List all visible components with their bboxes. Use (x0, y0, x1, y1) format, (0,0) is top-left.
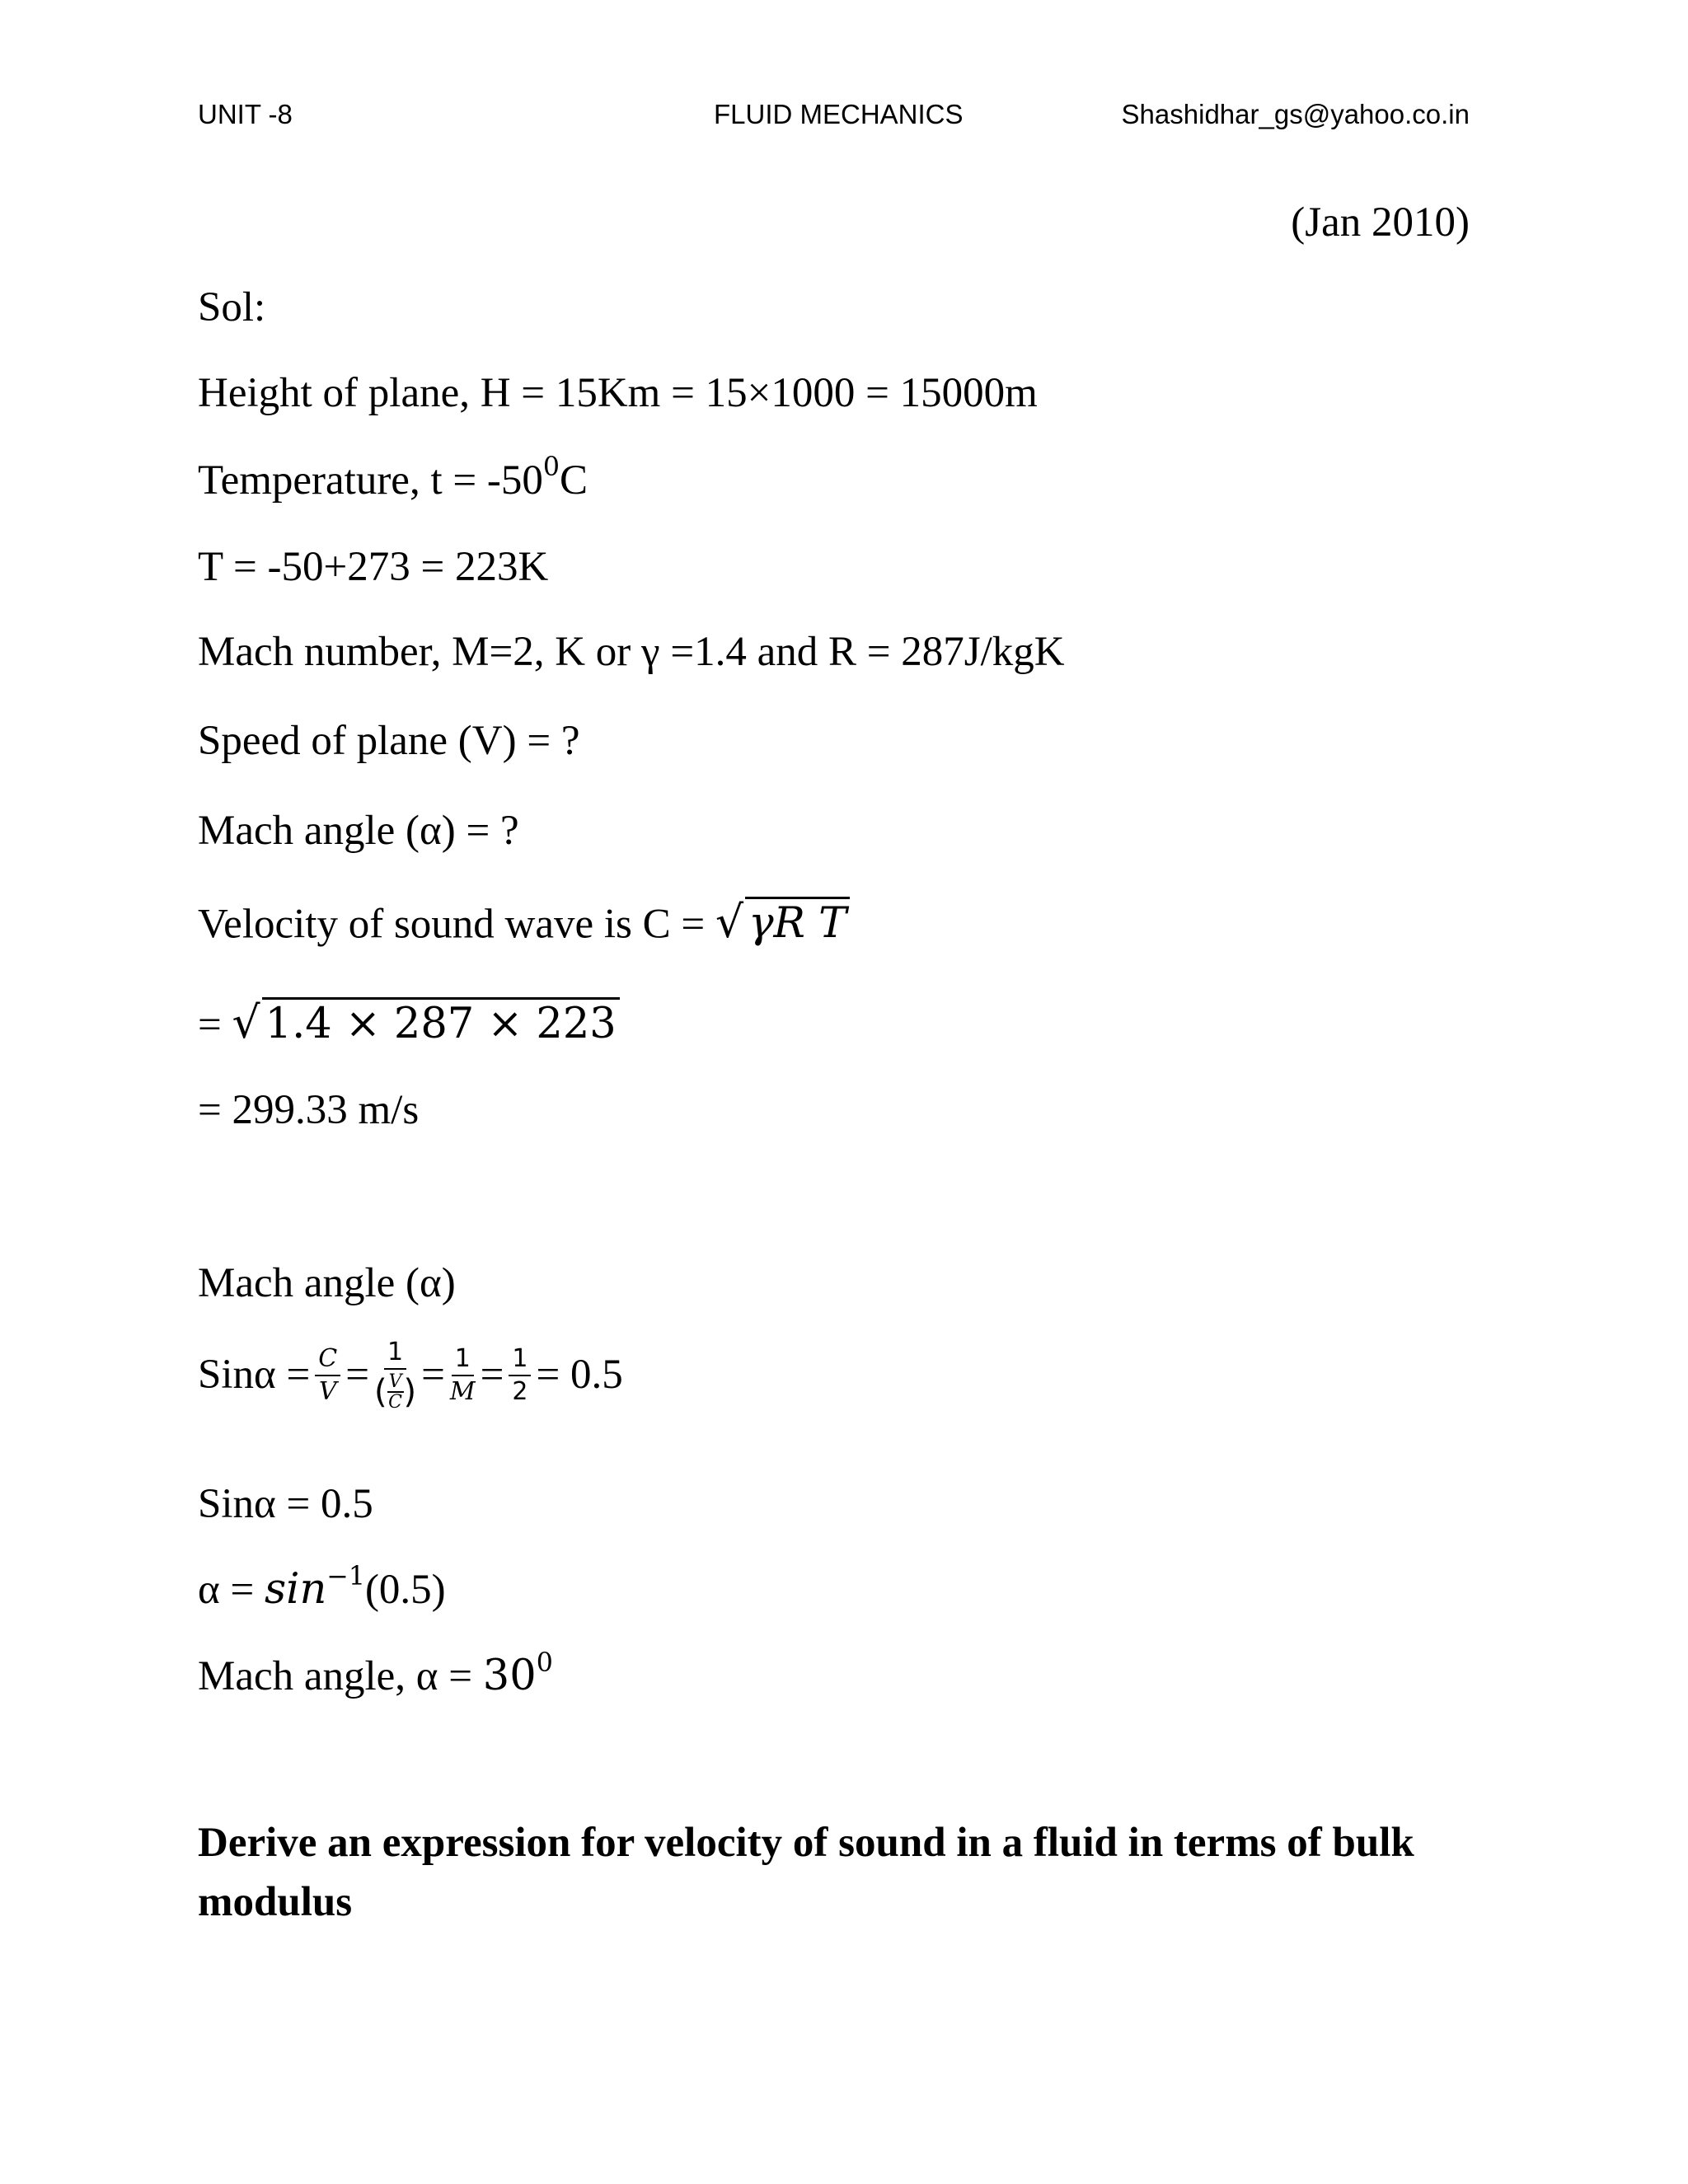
sin-prefix: Sinα = (198, 1352, 311, 1399)
fraction-denominator: 2 (512, 1376, 528, 1406)
alpha-arg: (0.5) (364, 1567, 446, 1613)
fraction-denominator: V (318, 1376, 337, 1406)
equals-sign: = (345, 1352, 369, 1399)
velocity-radicand: γR T (745, 897, 850, 944)
temperature-text: Temperature, t = -50 (198, 457, 543, 504)
inner-numerator: V (388, 1371, 402, 1392)
velocity-text: Velocity of sound wave is C = (198, 901, 715, 948)
final-degree: 0 (536, 1647, 553, 1678)
mach-number-line: Mach number, M=2, K or γ =1.4 and R = 287J/kgK (198, 629, 1065, 675)
mach-angle-heading: Mach angle (α) (198, 1260, 456, 1306)
fraction-one-over-two (509, 1346, 531, 1404)
inner-denominator: C (388, 1391, 402, 1413)
sqrt-symbol: √ γR T (715, 897, 850, 944)
final-value: 30 (482, 1652, 537, 1700)
angle-question: Mach angle (α) = ? (198, 808, 519, 854)
sol-label: Sol: (198, 284, 266, 330)
velocity-result: = 299.33 m/s (198, 1087, 420, 1133)
temperature-degree: 0 (542, 452, 560, 482)
header-subject: FLUID MECHANICS (714, 99, 964, 129)
fraction-c-over-v (315, 1346, 340, 1404)
calc-radicand: 1.4 × 287 × 223 (262, 997, 620, 1045)
header-unit: UNIT -8 (198, 99, 293, 129)
question-heading: Derive an expression for velocity of sound in a fluid in terms of bulk modulus (198, 1820, 1414, 1925)
velocity-calc (198, 996, 620, 1049)
header-email: Shashidhar_gs@yahoo.co.in (1121, 99, 1470, 129)
alpha-prefix: α = (198, 1567, 265, 1613)
equals-sign: = (421, 1352, 445, 1399)
exam-date: (Jan 2010) (1291, 199, 1470, 246)
speed-question: Speed of plane (V) = ? (198, 718, 580, 764)
sine-value: Sinα = 0.5 (198, 1481, 373, 1527)
alpha-line (198, 1561, 446, 1614)
velocity-formula (198, 896, 850, 949)
sine-equation (198, 1339, 623, 1412)
temperature-unit: C (559, 457, 588, 504)
fraction-one-over-v-c (374, 1339, 416, 1412)
equals-sign: = (480, 1352, 504, 1399)
fraction-numerator: C (315, 1346, 340, 1376)
final-angle (198, 1647, 553, 1700)
temperature-line (198, 452, 588, 504)
kelvin-line: T = -50+273 = 223K (198, 544, 549, 590)
sin-result: = 0.5 (536, 1352, 623, 1399)
fraction-numerator: 1 (384, 1339, 406, 1370)
fraction-numerator: 1 (509, 1346, 531, 1376)
fraction-denominator: ( $\frac{V}{C}$ ) (374, 1371, 417, 1413)
final-prefix: Mach angle, α = (198, 1653, 483, 1699)
fraction-one-over-m (450, 1346, 476, 1404)
fraction-numerator: 1 (452, 1346, 474, 1376)
sqrt-symbol-calc: √ 1.4 × 287 × 223 (232, 997, 620, 1045)
alpha-inverse: −1 (326, 1561, 365, 1591)
height-line: Height of plane, H = 15Km = 15×1000 = 15000m (198, 370, 1038, 416)
fraction-denominator: M (449, 1376, 476, 1406)
alpha-func: sin (264, 1565, 327, 1614)
calc-prefix: = (198, 1001, 232, 1048)
